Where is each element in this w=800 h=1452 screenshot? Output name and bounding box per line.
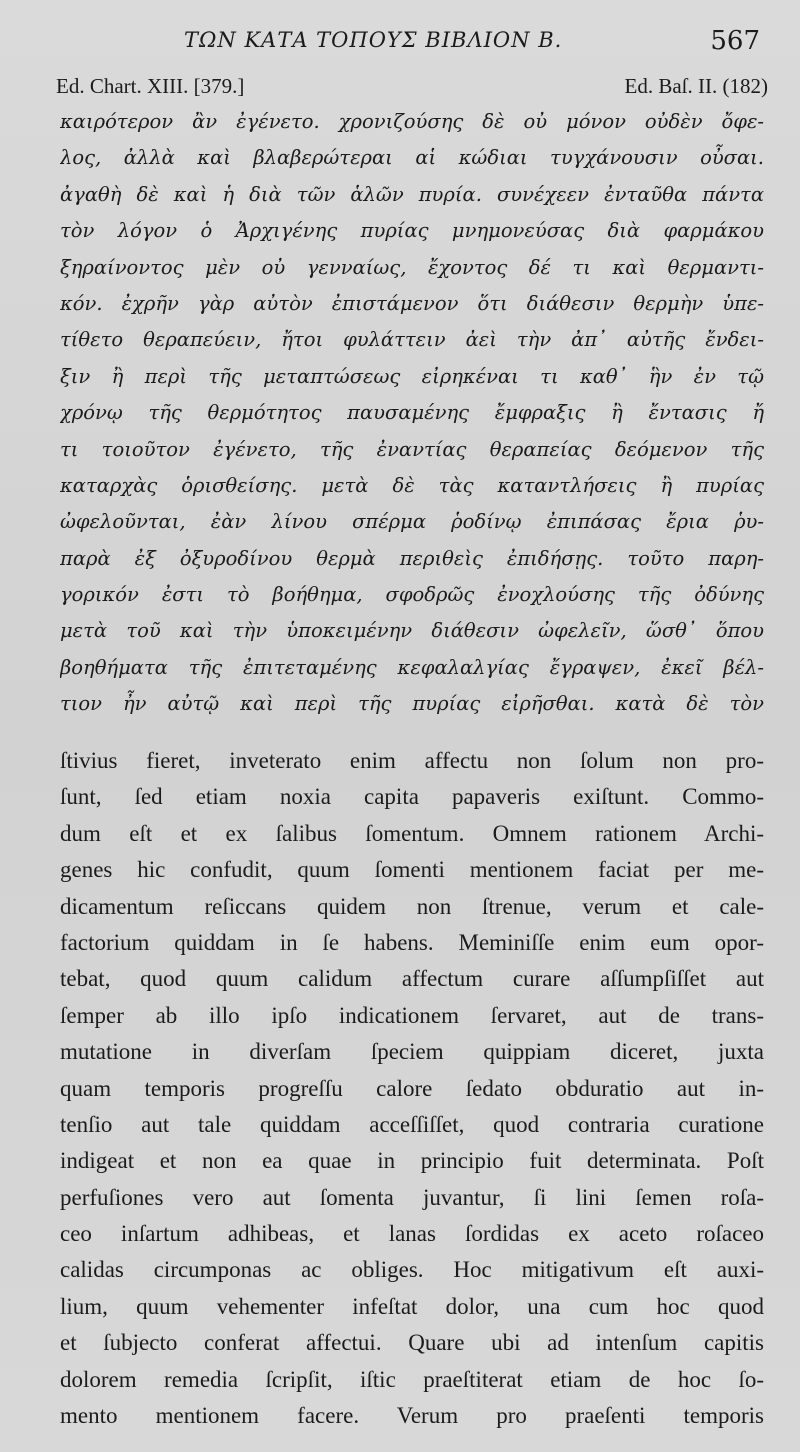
greek-text-line: τὸν λόγον ὁ Ἀρχιγένης πυρίας μνημονεύσας διὰ φαρμάκου (60, 219, 764, 243)
running-head (60, 28, 760, 64)
latin-text-line: mutatione in diverſam ſpeciem quippiam diceret, juxta (60, 1039, 764, 1065)
edition-basel-reference: Ed. Baſ. II. (182) (624, 74, 768, 98)
greek-text-line: γορικόν ἐστι τὸ βοήθημα, σφοδρῶς ἐνοχλούσης τῆς ὀδύνης (60, 583, 764, 607)
latin-text-line: tenſio aut tale quiddam acceſſiſſet, quod contraria curatione (60, 1111, 764, 1137)
latin-text-line: dum eſt et ex ſalibus ſomentum. Omnem rationem Archi- (60, 820, 764, 846)
greek-text-line: τι τοιοῦτον ἐγένετο, τῆς ἐναντίας θεραπείας δεόμενον τῆς (60, 437, 764, 461)
running-title: ΤΩΝ ΚΑΤΑ ΤΟΠΟΥΣ ΒΙΒΛΙΟΝ Β. (184, 28, 563, 52)
latin-text-line: ſtivius fieret, inveterato enim affectu non ſolum non pro- (60, 748, 764, 773)
latin-text-line: quam temporis progreſſu calore ſedato obduratio aut in- (60, 1075, 764, 1101)
greek-text-line: τιον ἦν αὐτῷ καὶ περὶ τῆς πυρίας εἰρῆσθαι. κατὰ δὲ τὸν (60, 692, 764, 716)
greek-text-line: μετὰ τοῦ καὶ τὴν ὑποκειμένην διάθεσιν ὠφελεῖν, ὥσθ᾽ ὅπου (60, 619, 764, 643)
edition-chartier-reference: Ed. Chart. XIII. [379.] (56, 74, 245, 98)
latin-text-line: calidas circumponas ac obliges. Hoc mitigativum eſt auxi- (60, 1257, 764, 1283)
greek-text-line: λος, ἀλλὰ καὶ βλαβερώτεραι αἱ κώδιαι τυγχάνουσιν οὖσαι. (60, 146, 764, 170)
greek-text-line: τίθετο θεραπεύειν, ἤτοι φυλάττειν ἀεὶ τὴν ἀπ᾽ αὐτῆς ἔνδει- (60, 328, 764, 352)
latin-text-line: ceo inſartum adhibeas, et lanas ſordidas ex aceto roſaceo (60, 1221, 764, 1247)
latin-text-line: tebat, quod quum calidum affectum curare aſſumpſiſſet aut (60, 966, 764, 992)
greek-text-block (60, 104, 764, 723)
latin-text-block (60, 743, 764, 1434)
latin-text-line: indigeat et non ea quae in principio fuit determinata. Poſt (60, 1148, 764, 1174)
greek-text-line: ξηραίνοντος μὲν οὐ γενναίως, ἔχοντος δέ τι καὶ θερμαντι- (60, 255, 764, 279)
greek-text-line: κόν. ἐχρῆν γὰρ αὐτὸν ἐπιστάμενον ὅτι διάθεσιν θερμὴν ὑπε- (60, 291, 764, 315)
latin-text-line: dolorem remedia ſcripſit, iſtic praeſtiterat etiam de hoc ſo- (60, 1366, 764, 1392)
greek-text-line: ἀγαθὴ δὲ καὶ ἡ διὰ τῶν ἁλῶν πυρία. συνέχεεν ἐνταῦθα πάντα (60, 182, 764, 206)
greek-text-line: καταρχὰς ὁρισθείσης. μετὰ δὲ τὰς καταντλήσεις ἢ πυρίας (60, 473, 764, 497)
greek-text-line: ξιν ἢ περὶ τῆς μεταπτώσεως εἰρηκέναι τι καθ᾽ ἣν ἐν τῷ (60, 364, 764, 388)
greek-text-line: καιρότερον ἂν ἐγένετο. χρονιζούσης δὲ οὐ μόνον οὐδὲν ὄφε- (60, 110, 764, 133)
latin-text-line: lium, quum vehementer infeſtat dolor, una cum hoc quod (60, 1293, 764, 1319)
latin-text-line: dicamentum reſiccans quidem non ſtrenue, verum et cale- (60, 893, 764, 919)
page-number: 567 (710, 26, 760, 56)
greek-text-line: χρόνῳ τῆς θερμότητος παυσαμένης ἔμφραξις ἢ ἔντασις ἤ (60, 401, 764, 425)
latin-text-line: factorium quiddam in ſe habens. Meminiſſe enim eum opor- (60, 929, 764, 955)
latin-text-line: mento mentionem facere. Verum pro praeſenti temporis (60, 1403, 764, 1429)
latin-text-line: ſemper ab illo ipſo indicationem ſervaret, aut de trans- (60, 1002, 764, 1028)
greek-text-line: παρὰ ἐξ ὀξυροδίνου θερμὰ περιθεὶς ἐπιδήσῃς. τοῦτο παρη- (60, 546, 764, 570)
greek-text-line: βοηθήματα τῆς ἐπιτεταμένης κεφαλαλγίας ἔγραψεν, ἐκεῖ βέλ- (60, 655, 764, 679)
latin-text-line: ſunt, ſed etiam noxia capita papaveris exiſtunt. Commo- (60, 784, 764, 810)
latin-text-line: genes hic confudit, quum ſomenti mentionem faciat per me- (60, 857, 764, 883)
greek-text-line: ὠφελοῦνται, ἐὰν λίνου σπέρμα ῥοδίνῳ ἐπιπάσας ἔρια ῥυ- (60, 510, 764, 534)
latin-text-line: perfuſiones vero aut ſomenta juvantur, ſi lini ſemen roſa- (60, 1184, 764, 1210)
latin-text-line: et ſubjecto conferat affectui. Quare ubi ad intenſum capitis (60, 1330, 764, 1356)
edition-reference-line (56, 74, 768, 104)
